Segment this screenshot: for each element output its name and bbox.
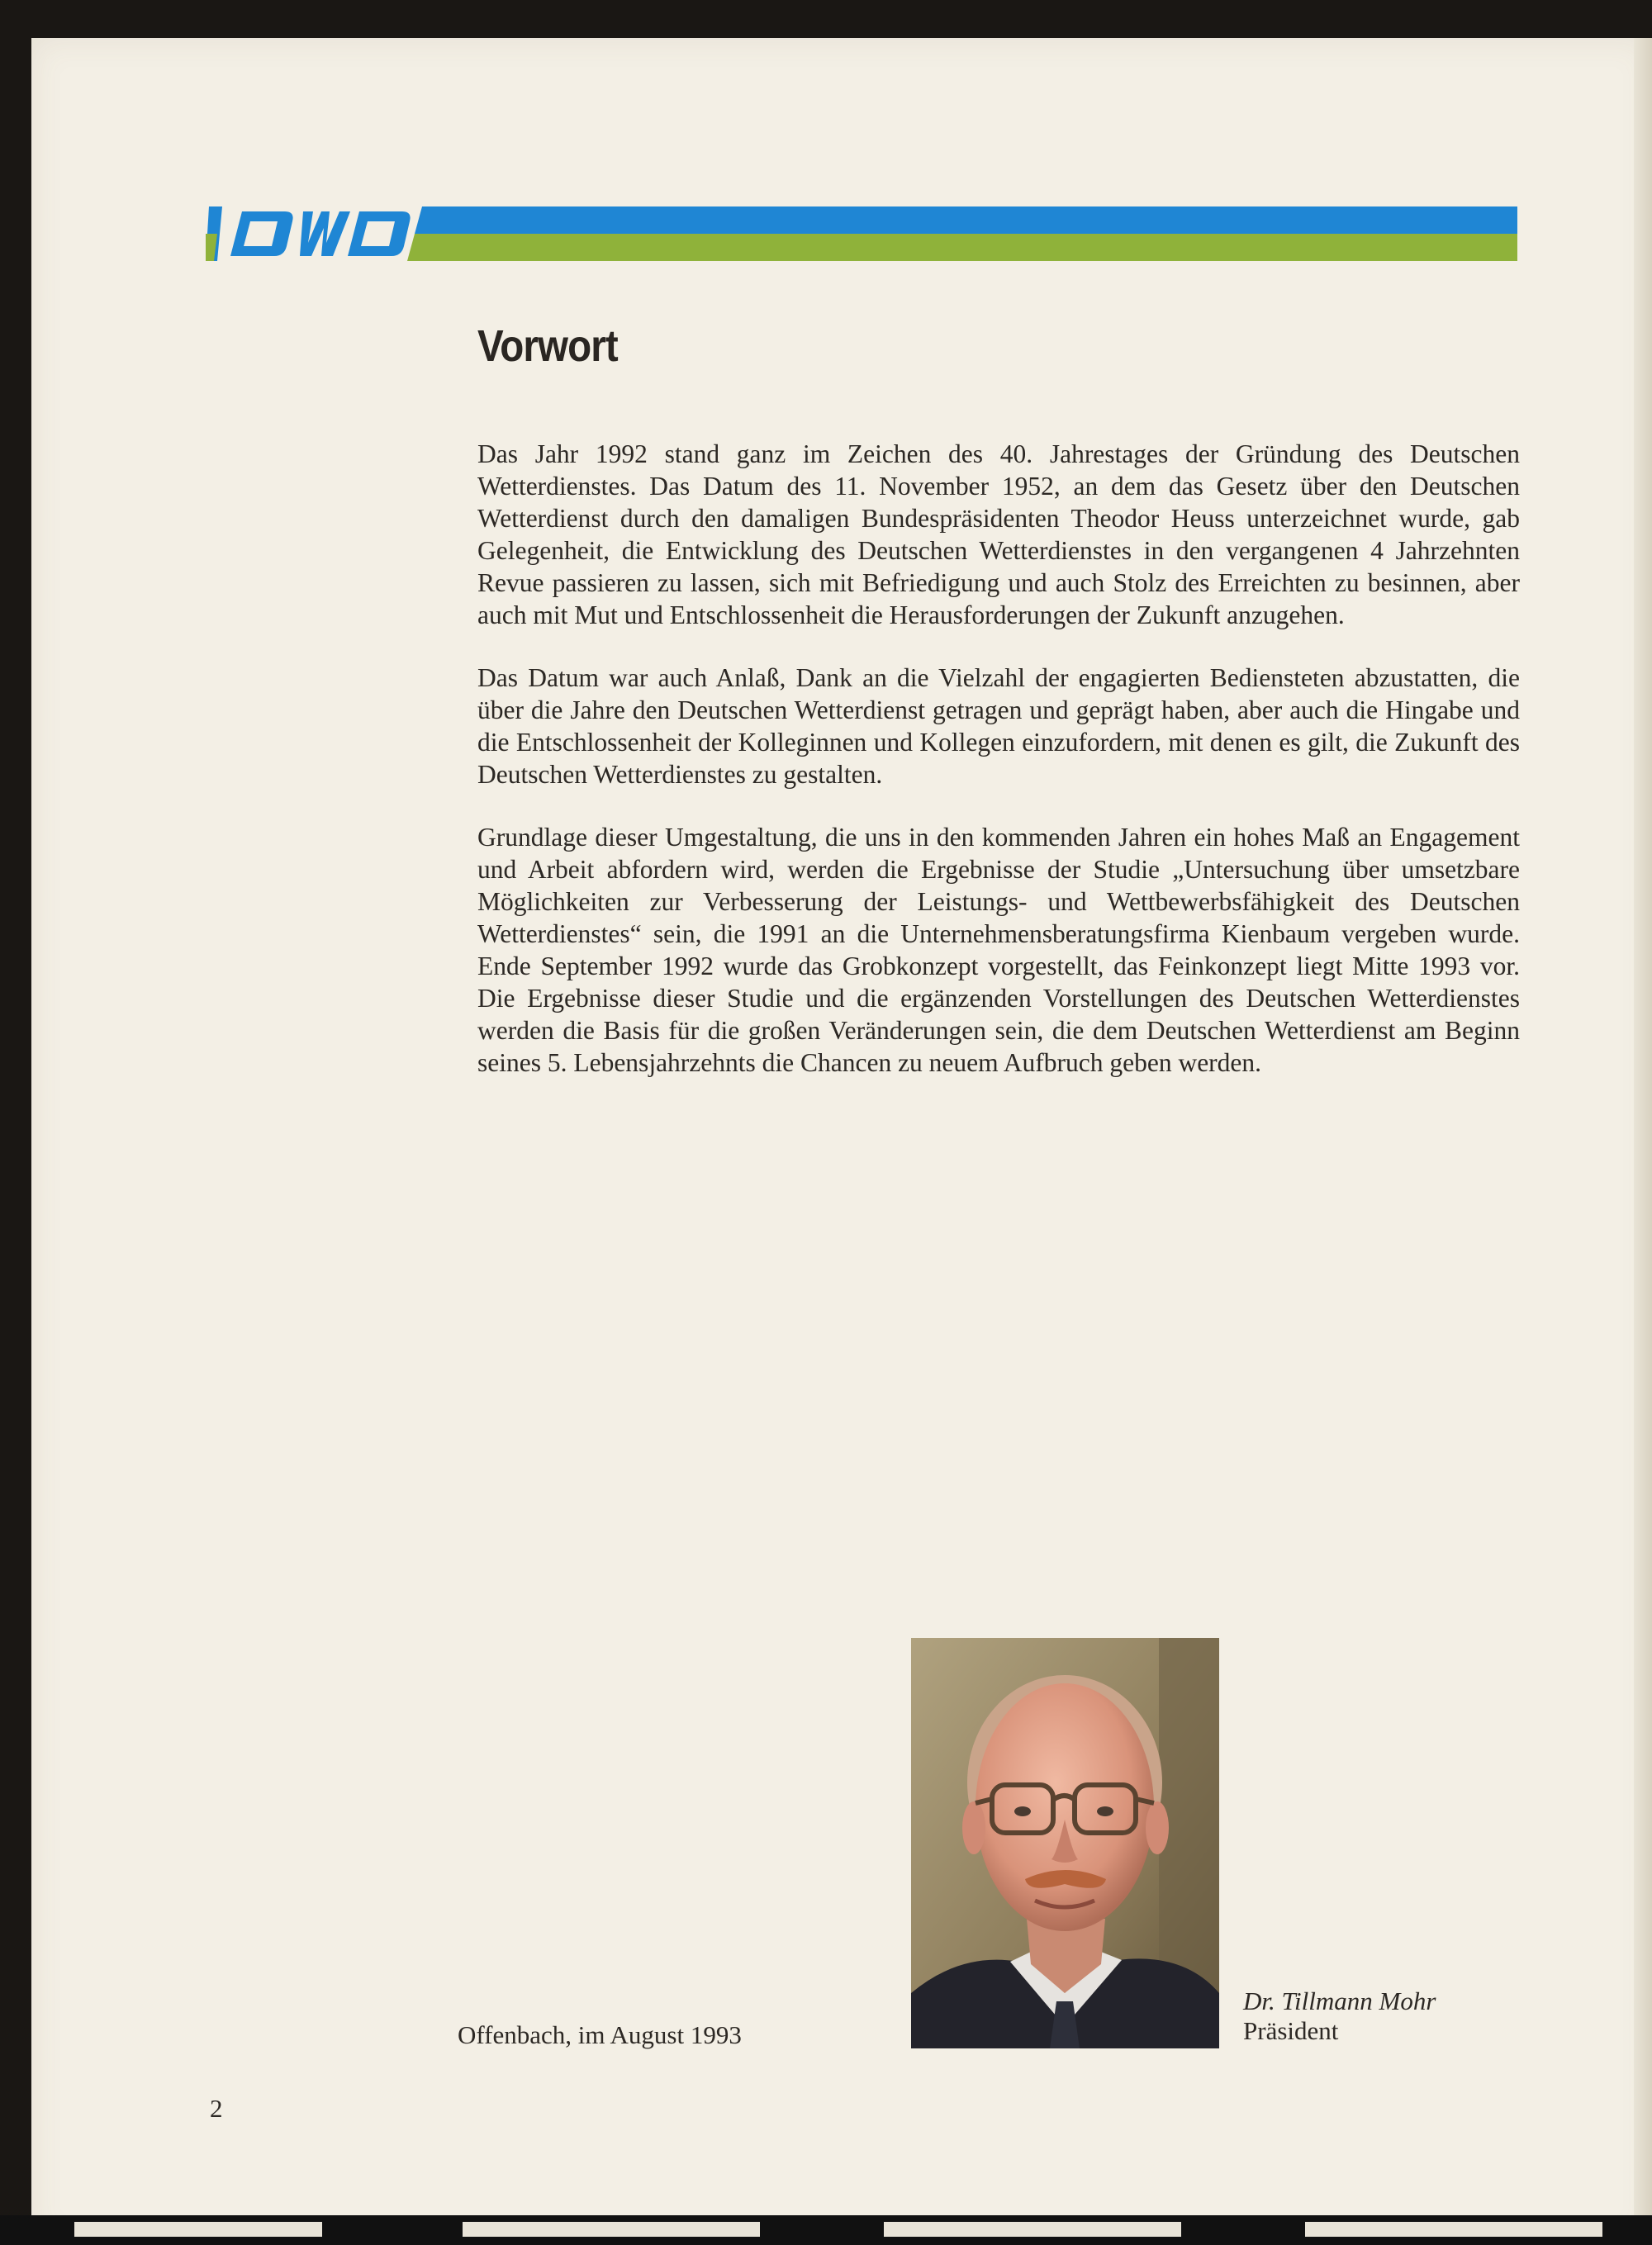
ruler-segment [1305,2222,1602,2237]
portrait-illustration [911,1638,1219,2048]
document-page [31,38,1652,2245]
paragraph: Das Datum war auch Anlaß, Dank an die Vielzahl der engagierten Bediensteten abzustatten, die über die Jahre den Deutschen Wetterdienst getragen und geprägt haben, aber auch die Hingabe und die Entschlossenheit der Kolleginnen und Kollegen einzufordern, mit denen es gilt, die Zukunft des Deutschen Wetterdienstes zu gestalten. [477,663,1520,789]
page-edge [1634,38,1652,2245]
ruler-segment [884,2222,1181,2237]
paragraph: Das Jahr 1992 stand ganz im Zeichen des 40. Jahrestages der Gründung des Deutschen Wetterdienstes. Das Datum des 11. November 1952, an dem das Gesetz über den Deutschen Wetterdienst durch den damaligen Bundespräsidenten Theodor Heuss unterzeichnet wurde, gab Gelegenheit, die Entwicklung des Deutschen Wetterdienstes in den vergangenen 4 Jahrzehnten Revue passieren zu lassen, sich mit Befriedigung und auch Stolz des Erreichten zu besinnen, aber auch mit Mut und Entschlossenheit die Herausforderungen der Zukunft anzugehen. [477,439,1520,629]
signatory-name: Dr. Tillmann Mohr [1243,1986,1436,2015]
scan-ruler [0,2215,1652,2245]
page-title: Vorwort [477,321,618,371]
foreword-body [477,438,1520,1109]
paragraph: Grundlage dieser Umgestaltung, die uns in den kommenden Jahren ein hohes Maß an Engagement und Arbeit abfordern wird, werden die Ergebnisse der Studie „Untersuchung über umsetzbare Möglichkeiten zur Verbesserung der Leistungs- und Wettbewerbsfähigkeit des Deutschen Wetterdienstes“ sein, die 1991 an die Unternehmensberatungsfirma Kienbaum vergeben wurde. Ende September 1992 wurde das Grobkonzept vorgestellt, das Feinkonzept liegt Mitte 1993 vor. Die Ergebnisse dieser Studie und die ergänzenden Vorstellungen des Deutschen Wetterdienstes werden die Basis für die großen Veränderungen sein, die dem Deutschen Wetterdienst am Beginn seines 5. Lebensjahrzehnts die Chancen zu neuem Aufbruch geben werden. [477,823,1520,1077]
author-portrait [911,1638,1219,2048]
ruler-segment [463,2222,760,2237]
place-and-date: Offenbach, im August 1993 [458,2020,742,2049]
signature-block [1243,1986,1436,2046]
signatory-title: Präsident [1243,2016,1339,2045]
dwd-logo [206,206,422,261]
dwd-logo-band [211,206,1517,261]
page-number: 2 [210,2094,223,2123]
ruler-segment [74,2222,322,2237]
